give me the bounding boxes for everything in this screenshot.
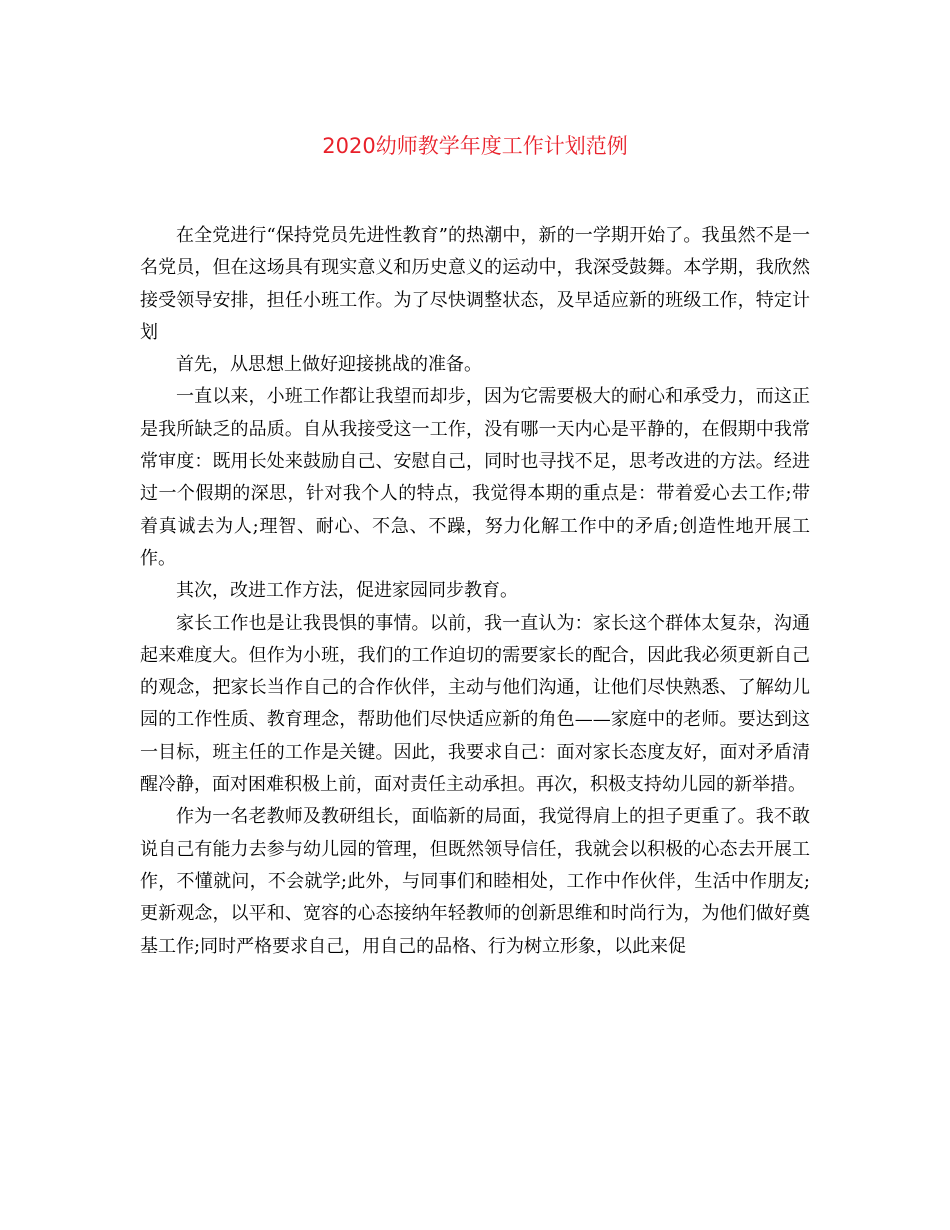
paragraph-4: 其次，改进工作方法，促进家园同步教育。 <box>176 580 518 602</box>
paragraph-6: 作为一名老教师及教研组长，面临新的局面，我觉得肩上的担子更重了。我不敢说自己有能力去参与幼儿园的管理，但既然领导信任，我就会以积极的心态去开展工作，不懂就问，不会就学;此外，与同事们和睦相处，工作中作伙伴，生活中作朋友;更新观念，以平和、宽容的心态接纳年轻教师的创新思维和时尚行为，为他们做好奠基工作;同时严格要求自己，用自己的品格、行为树立形象，以此来促 <box>140 806 810 957</box>
document-body <box>140 220 810 963</box>
document-title: 2020幼师教学年度工作计划范例 <box>322 134 628 158</box>
paragraph-1: 在全党进行“保持党员先进性教育”的热潮中，新的一学期开始了。我虽然不是一名党员，但在这场具有现实意义和历史意义的运动中，我深受鼓舞。本学期，我欣然接受领导安排，担任小班工作。为了尽快调整状态，及早适应新的班级工作，特定计划 <box>140 225 810 343</box>
paragraph-2: 首先，从思想上做好迎接挑战的准备。 <box>176 354 482 376</box>
paragraph-3: 一直以来，小班工作都让我望而却步，因为它需要极大的耐心和承受力，而这正是我所缺乏的品质。自从我接受这一工作，没有哪一天内心是平静的，在假期中我常常审度：既用长处来鼓励自己、安慰自己，同时也寻找不足，思考改进的方法。经进过一个假期的深思，针对我个人的特点，我觉得本期的重点是：带着爱心去工作;带着真诚去为人;理智、耐心、不急、不躁，努力化解工作中的矛盾;创造性地开展工作。 <box>140 386 810 569</box>
paragraph-5: 家长工作也是让我畏惧的事情。以前，我一直认为：家长这个群体太复杂，沟通起来难度大。但作为小班，我们的工作迫切的需要家长的配合，因此我必须更新自己的观念，把家长当作自己的合作伙伴，主动与他们沟通，让他们尽快熟悉、了解幼儿园的工作性质、教育理念，帮助他们尽快适应新的角色——家庭中的老师。要达到这一目标，班主任的工作是关键。因此，我要求自己：面对家长态度友好，面对矛盾清醒冷静，面对困难积极上前，面对责任主动承担。再次，积极支持幼儿园的新举措。 <box>140 612 810 796</box>
